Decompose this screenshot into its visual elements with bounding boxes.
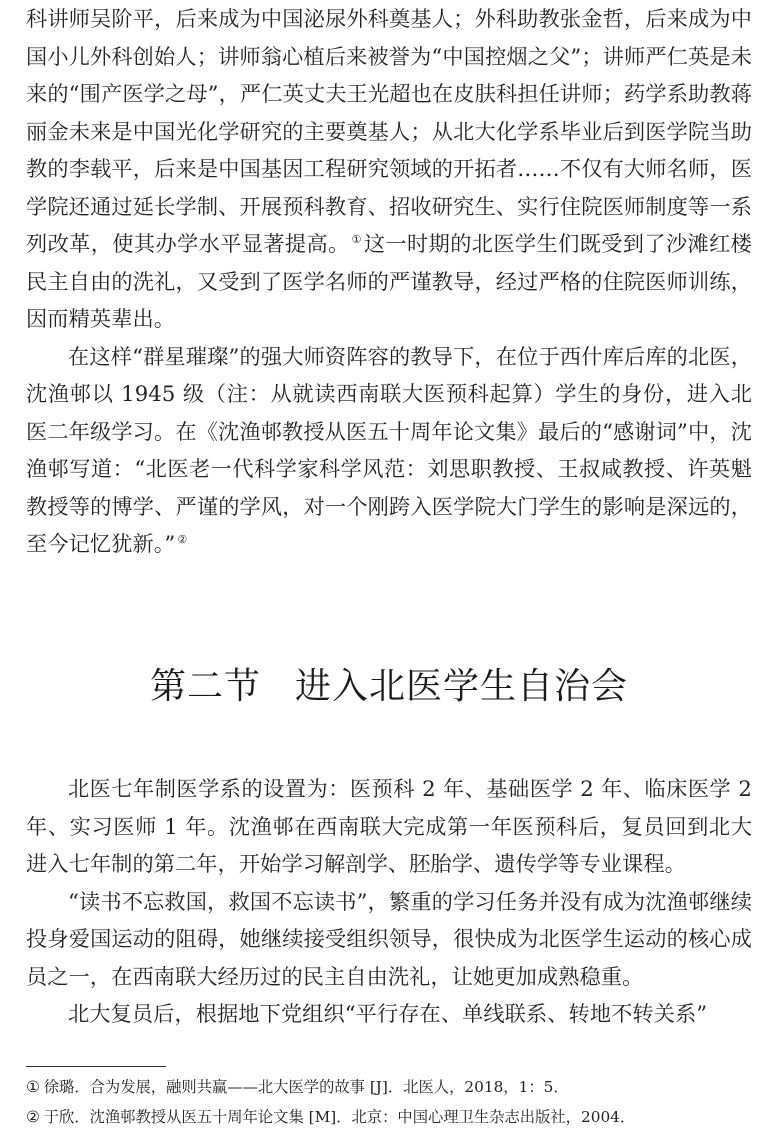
paragraph-text: 在这样“群星璀璨”的强大师资阵容的教导下，在位于西什库后库的北医，沈渔邨以 1945 级（注：从就读西南联大医预科起算）学生的身份，进入北医二年级学习。在《沈渔邨教授从医五十周年论文集》最后的“感谢词”中，沈渔邨写道：“北医老一代科学家科学风范：刘思职教授、王叔咸教授、许英魁教授等的博学、严谨的学风，对一个刚跨入医学院大门学生的影响是深远的，至今记忆犹新。” <box>26 343 752 556</box>
section-title: 进入北医学生自治会 <box>295 666 629 707</box>
body-paragraph-2 <box>26 338 752 563</box>
footnote-mark: ② <box>26 1108 40 1126</box>
footnote-reference-1[interactable]: ① <box>351 232 362 246</box>
paragraph-text: 科讲师吴阶平，后来成为中国泌尿外科奠基人；外科助教张金哲，后来成为中国小儿外科创始人；讲师翁心植后来被誉为“中国控烟之父”；讲师严仁英是未来的“围产医学之母”，严仁英丈夫王光超也在皮肤科担任讲师；药学系助教蒋丽金未来是中国光化学研究的主要奠基人；从北大化学系毕业后到医学院当助教的李载平，后来是中国基因工程研究领域的开拓者……不仅有大师名师，医学院还通过延长学制、开展预科教育、招收研究生、实行住院医师制度等一系列改革，使其办学水平显著提高。 <box>26 6 752 256</box>
section-heading <box>26 664 752 710</box>
body-paragraph-5: 北大复员后，根据地下党组织“平行存在、单线联系、转地不转关系” <box>68 1001 708 1026</box>
footnote-2 <box>26 1102 752 1132</box>
footnote-reference-2[interactable]: ② <box>177 532 188 546</box>
footnote-text: 于欣．沈渔邨教授从医五十周年论文集 [M]．北京：中国心理卫生杂志出版社，2004． <box>43 1108 636 1126</box>
body-paragraph-3: 北医七年制医学系的设置为：医预科 2 年、基础医学 2 年、临床医学 2 年、实习医师 1 年。沈渔邨在西南联大完成第一年医预科后，复员回到北大进入七年制的第二年，开始学习解剖学、胚胎学、遗传学等专业课程。 <box>26 776 752 876</box>
footnote-mark: ① <box>26 1078 40 1096</box>
footnote-1 <box>26 1072 752 1102</box>
section-body <box>26 770 752 1033</box>
section-number: 第二节 <box>149 666 261 707</box>
footnote-text: 徐璐．合为发展，融则共赢——北大医学的故事 [J]．北医人，2018，1：5． <box>43 1078 569 1096</box>
book-page <box>26 0 752 1126</box>
paragraph-text-continued: 这一时期的北医学生们既受到了沙滩红楼民主自由的洗礼，又受到了医学名师的严谨教导，经过严格的住院医师训练，因而精英辈出。 <box>26 231 752 331</box>
footnote-divider <box>26 1066 166 1067</box>
body-paragraph-1 <box>26 0 752 338</box>
footnotes <box>26 1072 752 1132</box>
body-paragraph-4: “读书不忘救国，救国不忘读书”，繁重的学习任务并没有成为沈渔邨继续投身爱国运动的阻碍，她继续接受组织领导，很快成为北医学生运动的核心成员之一，在西南联大经历过的民主自由洗礼，让她更加成熟稳重。 <box>26 888 752 989</box>
top-text-block <box>26 0 752 563</box>
